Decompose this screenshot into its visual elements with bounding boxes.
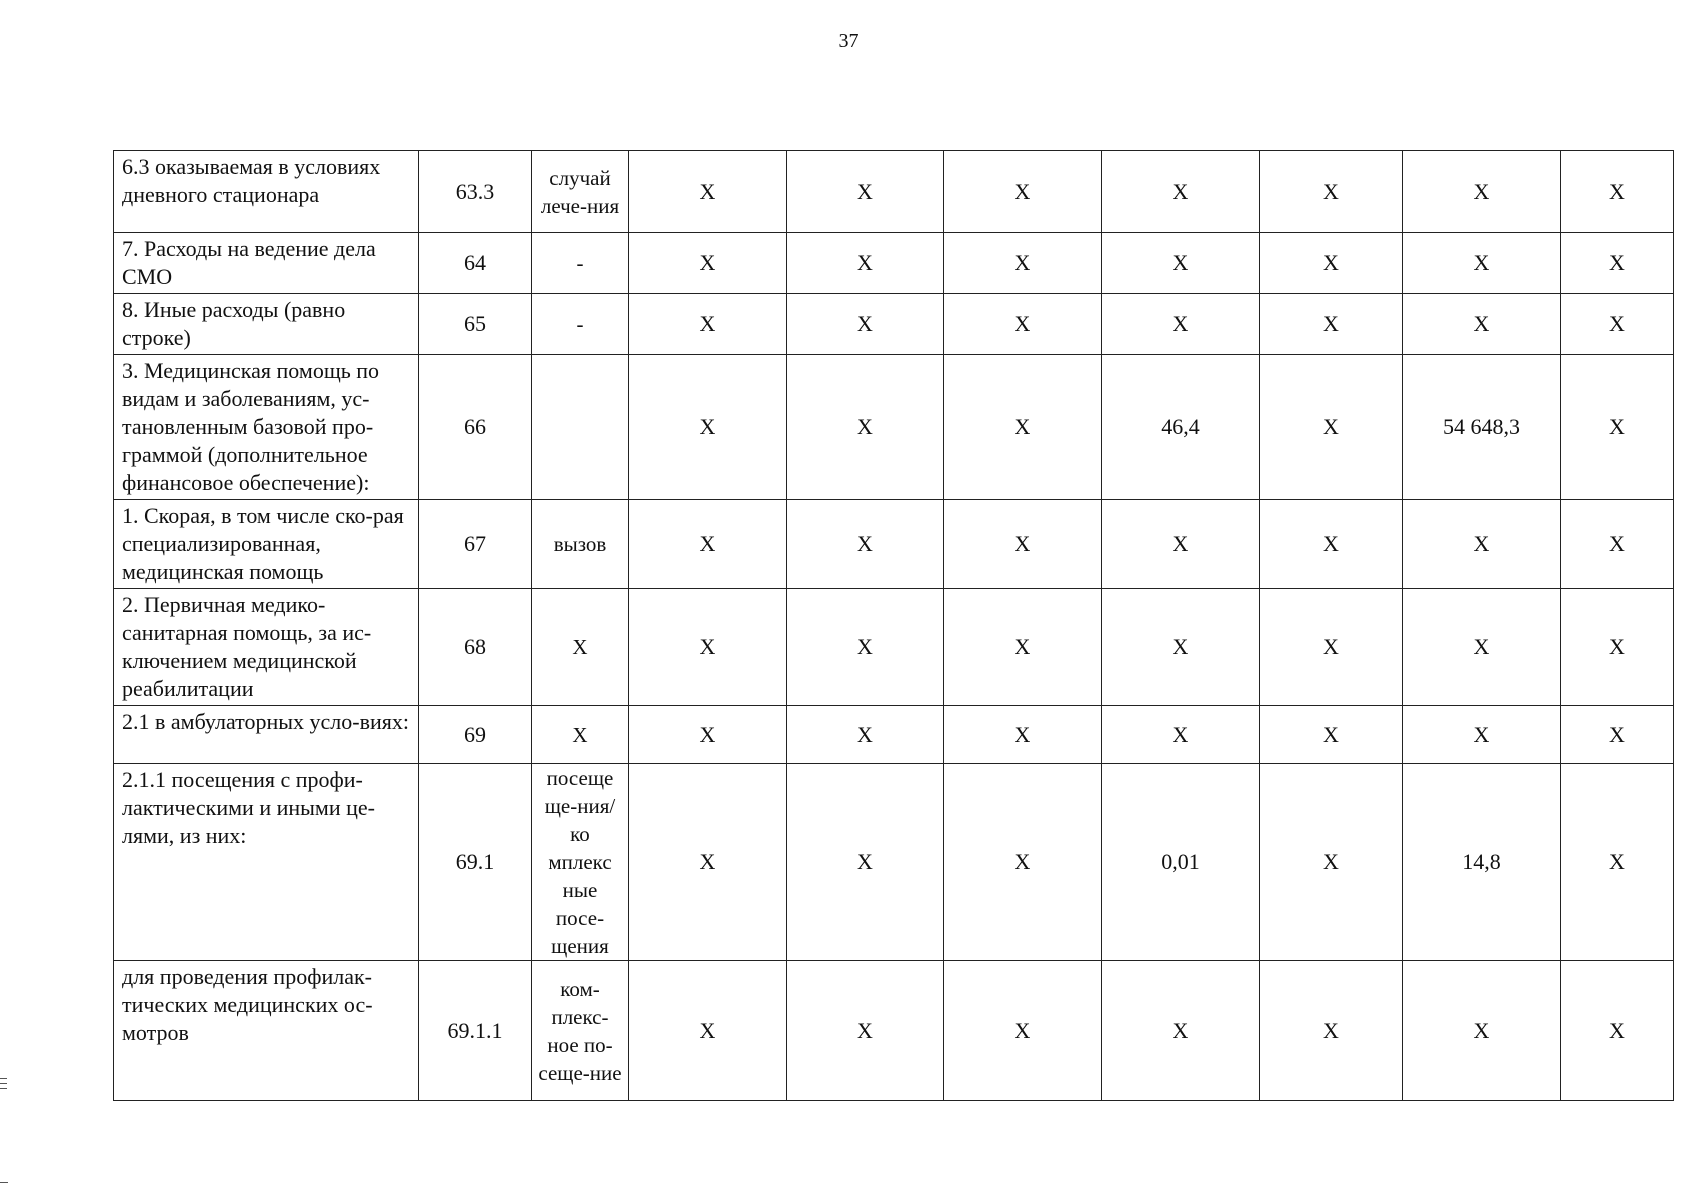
- table-body: [114, 151, 1674, 1101]
- row-value-cell: X: [944, 294, 1102, 355]
- row-value-cell: X: [787, 589, 944, 706]
- row-value-cell: X: [1561, 151, 1674, 233]
- row-value-cell: X: [1260, 764, 1403, 961]
- row-value-cell: X: [1260, 500, 1403, 589]
- row-value-cell: X: [1561, 355, 1674, 500]
- table-row: [114, 500, 1674, 589]
- row-value-cell: X: [787, 500, 944, 589]
- table-row: [114, 294, 1674, 355]
- row-value-cell: X: [629, 294, 787, 355]
- row-value-cell: X: [787, 355, 944, 500]
- row-value-cell: 54 648,3: [1403, 355, 1561, 500]
- row-value-cell: X: [1260, 589, 1403, 706]
- row-value-cell: X: [629, 151, 787, 233]
- row-value-cell: X: [1102, 294, 1260, 355]
- data-table: [113, 150, 1674, 1101]
- row-name-cell: 8. Иные расходы (равно строке): [114, 294, 419, 355]
- row-name-cell: 6.3 оказываемая в условиях дневного стационара: [114, 151, 419, 233]
- row-value-cell: X: [787, 294, 944, 355]
- table-row: [114, 151, 1674, 233]
- row-value-cell: X: [629, 589, 787, 706]
- page-number: 37: [838, 30, 859, 52]
- row-unit-cell: X: [532, 706, 629, 764]
- row-value-cell: X: [1561, 294, 1674, 355]
- row-name-cell: 3. Медицинская помощь по видам и заболеваниям, ус-тановленным базовой про-граммой (дополнительное финансовое обеспечение):: [114, 355, 419, 500]
- row-value-cell: X: [1561, 706, 1674, 764]
- row-value-cell: X: [1403, 151, 1561, 233]
- row-unit-cell: [532, 355, 629, 500]
- row-value-cell: X: [1403, 706, 1561, 764]
- row-unit-cell: посеще ще-ния/ко мплекс ные посе-щения: [532, 764, 629, 961]
- row-value-cell: X: [1102, 961, 1260, 1101]
- row-value-cell: X: [1403, 961, 1561, 1101]
- table-row: [114, 961, 1674, 1101]
- row-value-cell: X: [629, 706, 787, 764]
- row-value-cell: X: [1403, 500, 1561, 589]
- row-value-cell: 46,4: [1102, 355, 1260, 500]
- row-name-cell: 2.1 в амбулаторных усло-виях:: [114, 706, 419, 764]
- row-name-cell: 7. Расходы на ведение дела СМО: [114, 233, 419, 294]
- table-row: [114, 589, 1674, 706]
- table-row: [114, 706, 1674, 764]
- row-name-cell: 1. Скорая, в том числе ско-рая специализированная, медицинская помощь: [114, 500, 419, 589]
- row-value-cell: X: [1260, 355, 1403, 500]
- row-value-cell: X: [1102, 500, 1260, 589]
- row-unit-cell: вызов: [532, 500, 629, 589]
- row-value-cell: X: [1561, 961, 1674, 1101]
- row-unit-cell: ком-плекс-ное по-сеще-ние: [532, 961, 629, 1101]
- row-value-cell: X: [629, 764, 787, 961]
- row-unit-cell: X: [532, 589, 629, 706]
- row-name-cell: 2.1.1 посещения с профи-лактическими и иными це-лями, из них:: [114, 764, 419, 961]
- row-value-cell: X: [944, 589, 1102, 706]
- row-name-cell: для проведения профилак-тических медицинских ос-мотров: [114, 961, 419, 1101]
- row-unit-cell: -: [532, 294, 629, 355]
- row-code-cell: 69: [419, 706, 532, 764]
- row-value-cell: X: [629, 233, 787, 294]
- row-unit-cell: случай лече-ния: [532, 151, 629, 233]
- row-value-cell: X: [1403, 233, 1561, 294]
- table-row: [114, 355, 1674, 500]
- row-code-cell: 67: [419, 500, 532, 589]
- row-code-cell: 69.1: [419, 764, 532, 961]
- row-value-cell: X: [787, 233, 944, 294]
- row-unit-cell: -: [532, 233, 629, 294]
- row-value-cell: X: [629, 961, 787, 1101]
- row-value-cell: X: [1403, 589, 1561, 706]
- row-value-cell: X: [944, 500, 1102, 589]
- row-value-cell: X: [787, 764, 944, 961]
- row-code-cell: 68: [419, 589, 532, 706]
- row-value-cell: X: [1260, 294, 1403, 355]
- row-value-cell: X: [1102, 233, 1260, 294]
- row-value-cell: X: [1561, 500, 1674, 589]
- row-value-cell: X: [1102, 151, 1260, 233]
- row-value-cell: X: [1102, 589, 1260, 706]
- row-value-cell: X: [944, 151, 1102, 233]
- row-value-cell: X: [1260, 961, 1403, 1101]
- row-value-cell: X: [1260, 706, 1403, 764]
- margin-dash: [0, 1182, 8, 1183]
- row-value-cell: 14,8: [1403, 764, 1561, 961]
- row-value-cell: X: [944, 355, 1102, 500]
- row-code-cell: 66: [419, 355, 532, 500]
- row-value-cell: X: [1102, 706, 1260, 764]
- row-value-cell: X: [787, 961, 944, 1101]
- row-value-cell: X: [944, 764, 1102, 961]
- row-value-cell: X: [1260, 233, 1403, 294]
- row-value-cell: X: [629, 500, 787, 589]
- row-value-cell: X: [1260, 151, 1403, 233]
- row-value-cell: X: [944, 706, 1102, 764]
- row-value-cell: X: [1561, 764, 1674, 961]
- table-row: [114, 233, 1674, 294]
- row-name-cell: 2. Первичная медико-санитарная помощь, за ис-ключением медицинской реабилитации: [114, 589, 419, 706]
- row-code-cell: 63.3: [419, 151, 532, 233]
- row-value-cell: X: [1561, 589, 1674, 706]
- margin-marks: [0, 1078, 8, 1093]
- row-code-cell: 64: [419, 233, 532, 294]
- row-code-cell: 69.1.1: [419, 961, 532, 1101]
- row-value-cell: X: [787, 706, 944, 764]
- row-value-cell: X: [629, 355, 787, 500]
- row-value-cell: X: [944, 233, 1102, 294]
- row-code-cell: 65: [419, 294, 532, 355]
- row-value-cell: 0,01: [1102, 764, 1260, 961]
- row-value-cell: X: [944, 961, 1102, 1101]
- row-value-cell: X: [1561, 233, 1674, 294]
- row-value-cell: X: [787, 151, 944, 233]
- table-row: [114, 764, 1674, 961]
- row-value-cell: X: [1403, 294, 1561, 355]
